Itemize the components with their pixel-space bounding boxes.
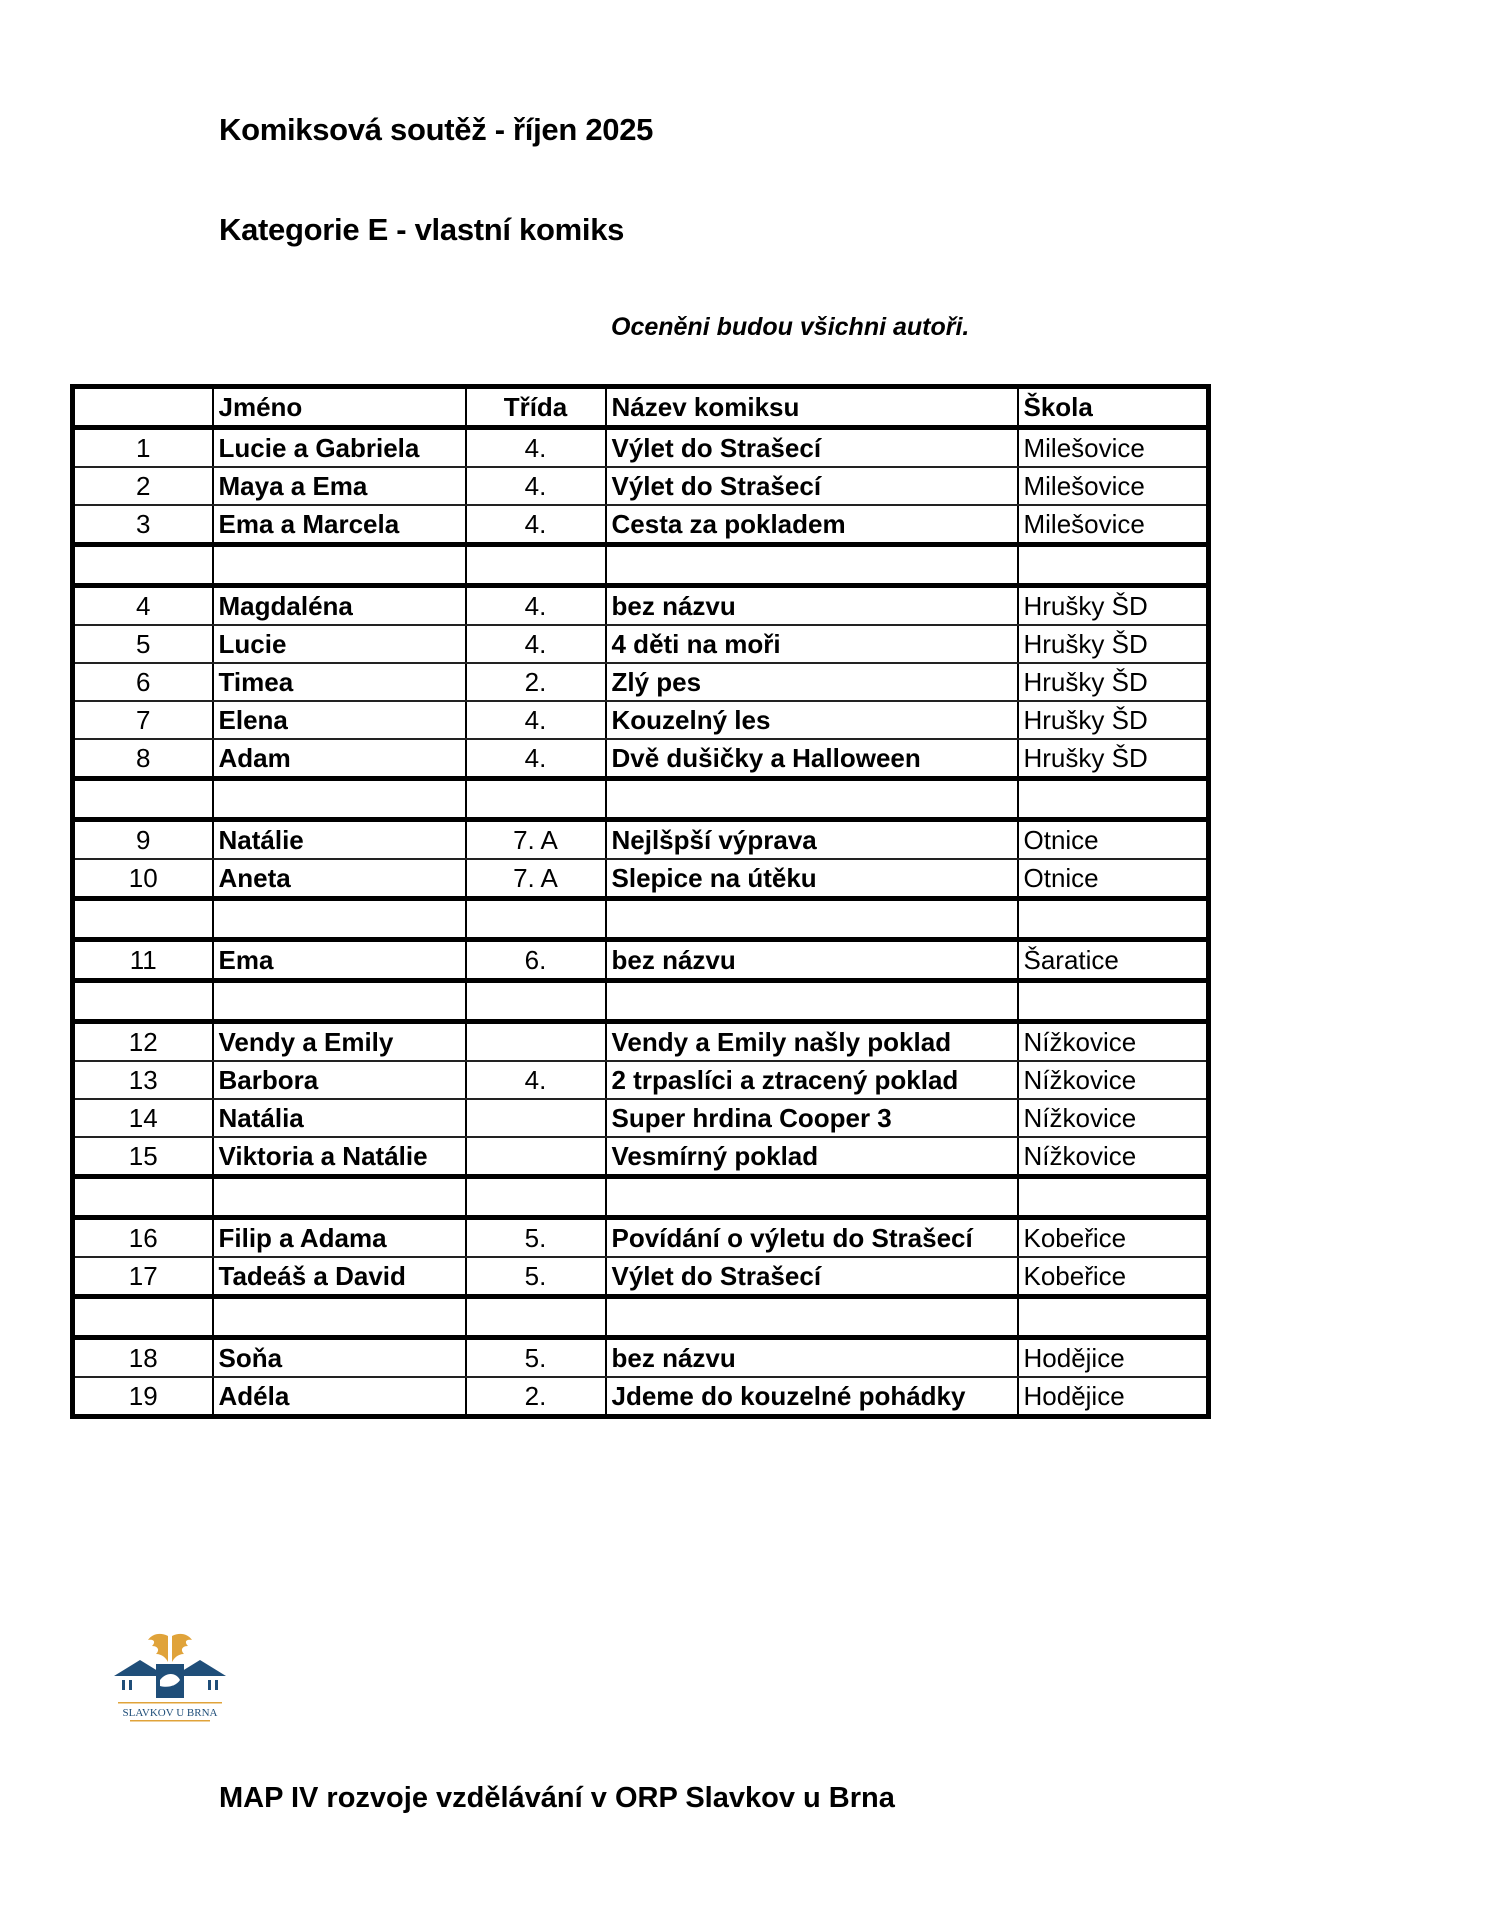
table-separator-row bbox=[73, 545, 1209, 586]
cell-class: 4. bbox=[466, 428, 606, 468]
table-row bbox=[73, 1377, 1209, 1417]
cell-school bbox=[1018, 779, 1209, 820]
cell-school: Otnice bbox=[1018, 859, 1209, 899]
cell-school: Nížkovice bbox=[1018, 1061, 1209, 1099]
cell-comic-title: Jdeme do kouzelné pohádky bbox=[606, 1377, 1018, 1417]
table-row bbox=[73, 467, 1209, 505]
cell-school bbox=[1018, 1297, 1209, 1338]
category-heading: Kategorie E - vlastní komiks bbox=[219, 212, 625, 247]
cell-number bbox=[73, 1297, 213, 1338]
cell-comic-title: 2 trpaslíci a ztracený poklad bbox=[606, 1061, 1018, 1099]
cell-comic-title: Vesmírný poklad bbox=[606, 1137, 1018, 1177]
cell-number: 18 bbox=[73, 1338, 213, 1378]
cell-school bbox=[1018, 899, 1209, 940]
cell-name: Timea bbox=[213, 663, 466, 701]
table-separator-row bbox=[73, 981, 1209, 1022]
table-row bbox=[73, 625, 1209, 663]
cell-comic-title: 4 děti na moři bbox=[606, 625, 1018, 663]
cell-name: Barbora bbox=[213, 1061, 466, 1099]
cell-school: Hrušky ŠD bbox=[1018, 586, 1209, 626]
table-separator-row bbox=[73, 1177, 1209, 1218]
cell-name bbox=[213, 779, 466, 820]
cell-comic-title bbox=[606, 545, 1018, 586]
cell-school: Hrušky ŠD bbox=[1018, 701, 1209, 739]
cell-class bbox=[466, 779, 606, 820]
cell-school bbox=[1018, 981, 1209, 1022]
table-separator-row bbox=[73, 779, 1209, 820]
table-separator-row bbox=[73, 899, 1209, 940]
cell-comic-title: Výlet do Strašecí bbox=[606, 467, 1018, 505]
cell-number bbox=[73, 899, 213, 940]
table-row bbox=[73, 820, 1209, 860]
cell-comic-title: Cesta za pokladem bbox=[606, 505, 1018, 545]
cell-number bbox=[73, 545, 213, 586]
cell-school: Hrušky ŠD bbox=[1018, 739, 1209, 779]
cell-name bbox=[213, 1297, 466, 1338]
slavkov-logo bbox=[110, 1630, 230, 1725]
cell-name: Lucie a Gabriela bbox=[213, 428, 466, 468]
header-school: Škola bbox=[1018, 387, 1209, 428]
cell-school bbox=[1018, 1177, 1209, 1218]
cell-number: 15 bbox=[73, 1137, 213, 1177]
cell-school: Kobeřice bbox=[1018, 1257, 1209, 1297]
cell-school: Nížkovice bbox=[1018, 1137, 1209, 1177]
cell-number: 2 bbox=[73, 467, 213, 505]
cell-number bbox=[73, 981, 213, 1022]
cell-school: Hrušky ŠD bbox=[1018, 663, 1209, 701]
cell-comic-title bbox=[606, 779, 1018, 820]
table-row bbox=[73, 586, 1209, 626]
cell-number: 17 bbox=[73, 1257, 213, 1297]
cell-number: 12 bbox=[73, 1022, 213, 1062]
cell-name: Natálie bbox=[213, 820, 466, 860]
cell-number bbox=[73, 779, 213, 820]
cell-comic-title: Výlet do Strašecí bbox=[606, 428, 1018, 468]
cell-number: 8 bbox=[73, 739, 213, 779]
cell-number: 5 bbox=[73, 625, 213, 663]
cell-name: Adéla bbox=[213, 1377, 466, 1417]
table-row bbox=[73, 428, 1209, 468]
cell-name: Aneta bbox=[213, 859, 466, 899]
header-class: Třída bbox=[466, 387, 606, 428]
award-note: Oceněni budou všichni autoři. bbox=[611, 313, 970, 341]
cell-name bbox=[213, 545, 466, 586]
cell-school: Hodějice bbox=[1018, 1377, 1209, 1417]
table-row bbox=[73, 505, 1209, 545]
cell-name: Tadeáš a David bbox=[213, 1257, 466, 1297]
cell-number: 6 bbox=[73, 663, 213, 701]
cell-number: 19 bbox=[73, 1377, 213, 1417]
cell-name: Lucie bbox=[213, 625, 466, 663]
cell-school: Milešovice bbox=[1018, 467, 1209, 505]
cell-class bbox=[466, 1297, 606, 1338]
cell-name: Ema a Marcela bbox=[213, 505, 466, 545]
cell-class: 4. bbox=[466, 739, 606, 779]
cell-number: 9 bbox=[73, 820, 213, 860]
cell-comic-title: bez názvu bbox=[606, 586, 1018, 626]
document-title: Komiksová soutěž - říjen 2025 bbox=[219, 112, 654, 147]
cell-school: Milešovice bbox=[1018, 428, 1209, 468]
cell-comic-title bbox=[606, 981, 1018, 1022]
cell-school: Šaratice bbox=[1018, 940, 1209, 981]
cell-name: Soňa bbox=[213, 1338, 466, 1378]
table-separator-row bbox=[73, 1297, 1209, 1338]
cell-class bbox=[466, 1022, 606, 1062]
cell-class bbox=[466, 981, 606, 1022]
cell-class bbox=[466, 1099, 606, 1137]
cell-name bbox=[213, 899, 466, 940]
cell-comic-title: Vendy a Emily našly poklad bbox=[606, 1022, 1018, 1062]
cell-comic-title: Super hrdina Cooper 3 bbox=[606, 1099, 1018, 1137]
cell-number bbox=[73, 1177, 213, 1218]
cell-name bbox=[213, 1177, 466, 1218]
cell-class: 4. bbox=[466, 701, 606, 739]
cell-name: Ema bbox=[213, 940, 466, 981]
cell-comic-title bbox=[606, 1177, 1018, 1218]
entries-table bbox=[70, 384, 1211, 1419]
cell-name: Magdaléna bbox=[213, 586, 466, 626]
table-row bbox=[73, 1137, 1209, 1177]
cell-comic-title bbox=[606, 899, 1018, 940]
table-row bbox=[73, 940, 1209, 981]
header-name: Jméno bbox=[213, 387, 466, 428]
cell-name: Filip a Adama bbox=[213, 1218, 466, 1258]
table-row bbox=[73, 1099, 1209, 1137]
table-row bbox=[73, 739, 1209, 779]
cell-name: Viktoria a Natálie bbox=[213, 1137, 466, 1177]
cell-number: 3 bbox=[73, 505, 213, 545]
cell-comic-title: bez názvu bbox=[606, 940, 1018, 981]
cell-name: Maya a Ema bbox=[213, 467, 466, 505]
cell-class: 4. bbox=[466, 625, 606, 663]
table-row bbox=[73, 1338, 1209, 1378]
cell-class: 5. bbox=[466, 1218, 606, 1258]
cell-school bbox=[1018, 545, 1209, 586]
cell-comic-title: Výlet do Strašecí bbox=[606, 1257, 1018, 1297]
cell-name: Vendy a Emily bbox=[213, 1022, 466, 1062]
cell-number: 11 bbox=[73, 940, 213, 981]
cell-class: 4. bbox=[466, 586, 606, 626]
cell-class: 5. bbox=[466, 1338, 606, 1378]
cell-comic-title: Nejlšpší výprava bbox=[606, 820, 1018, 860]
table-row bbox=[73, 701, 1209, 739]
cell-class bbox=[466, 899, 606, 940]
cell-number: 10 bbox=[73, 859, 213, 899]
cell-school: Hrušky ŠD bbox=[1018, 625, 1209, 663]
cell-school: Nížkovice bbox=[1018, 1099, 1209, 1137]
cell-number: 4 bbox=[73, 586, 213, 626]
cell-class bbox=[466, 545, 606, 586]
cell-class: 7. A bbox=[466, 820, 606, 860]
cell-class: 4. bbox=[466, 467, 606, 505]
cell-class bbox=[466, 1137, 606, 1177]
cell-name: Elena bbox=[213, 701, 466, 739]
header-comic-title: Název komiksu bbox=[606, 387, 1018, 428]
cell-comic-title: Povídání o výletu do Strašecí bbox=[606, 1218, 1018, 1258]
cell-class: 2. bbox=[466, 663, 606, 701]
table-header-row bbox=[73, 387, 1209, 428]
table-row bbox=[73, 1022, 1209, 1062]
cell-number: 7 bbox=[73, 701, 213, 739]
cell-number: 14 bbox=[73, 1099, 213, 1137]
cell-comic-title: bez názvu bbox=[606, 1338, 1018, 1378]
table-row bbox=[73, 859, 1209, 899]
header-number bbox=[73, 387, 213, 428]
logo-text: SLAVKOV U BRNA bbox=[122, 1707, 218, 1719]
cell-class: 4. bbox=[466, 505, 606, 545]
table-row bbox=[73, 663, 1209, 701]
castle-icon bbox=[114, 1660, 226, 1698]
cell-class: 5. bbox=[466, 1257, 606, 1297]
cell-name bbox=[213, 981, 466, 1022]
cell-class: 6. bbox=[466, 940, 606, 981]
cell-comic-title bbox=[606, 1297, 1018, 1338]
cell-school: Otnice bbox=[1018, 820, 1209, 860]
cell-number: 13 bbox=[73, 1061, 213, 1099]
table-row bbox=[73, 1218, 1209, 1258]
cell-school: Milešovice bbox=[1018, 505, 1209, 545]
cell-school: Kobeřice bbox=[1018, 1218, 1209, 1258]
cell-class: 2. bbox=[466, 1377, 606, 1417]
table-row bbox=[73, 1257, 1209, 1297]
cell-school: Nížkovice bbox=[1018, 1022, 1209, 1062]
cell-comic-title: Zlý pes bbox=[606, 663, 1018, 701]
cell-name: Natália bbox=[213, 1099, 466, 1137]
cell-number: 16 bbox=[73, 1218, 213, 1258]
cell-comic-title: Slepice na útěku bbox=[606, 859, 1018, 899]
cell-class bbox=[466, 1177, 606, 1218]
table-row bbox=[73, 1061, 1209, 1099]
cell-comic-title: Kouzelný les bbox=[606, 701, 1018, 739]
footer-text: MAP IV rozvoje vzdělávání v ORP Slavkov u Brna bbox=[219, 1782, 895, 1814]
cell-class: 7. A bbox=[466, 859, 606, 899]
cell-name: Adam bbox=[213, 739, 466, 779]
cell-comic-title: Dvě dušičky a Halloween bbox=[606, 739, 1018, 779]
eagle-icon bbox=[148, 1634, 192, 1662]
cell-school: Hodějice bbox=[1018, 1338, 1209, 1378]
cell-number: 1 bbox=[73, 428, 213, 468]
cell-class: 4. bbox=[466, 1061, 606, 1099]
